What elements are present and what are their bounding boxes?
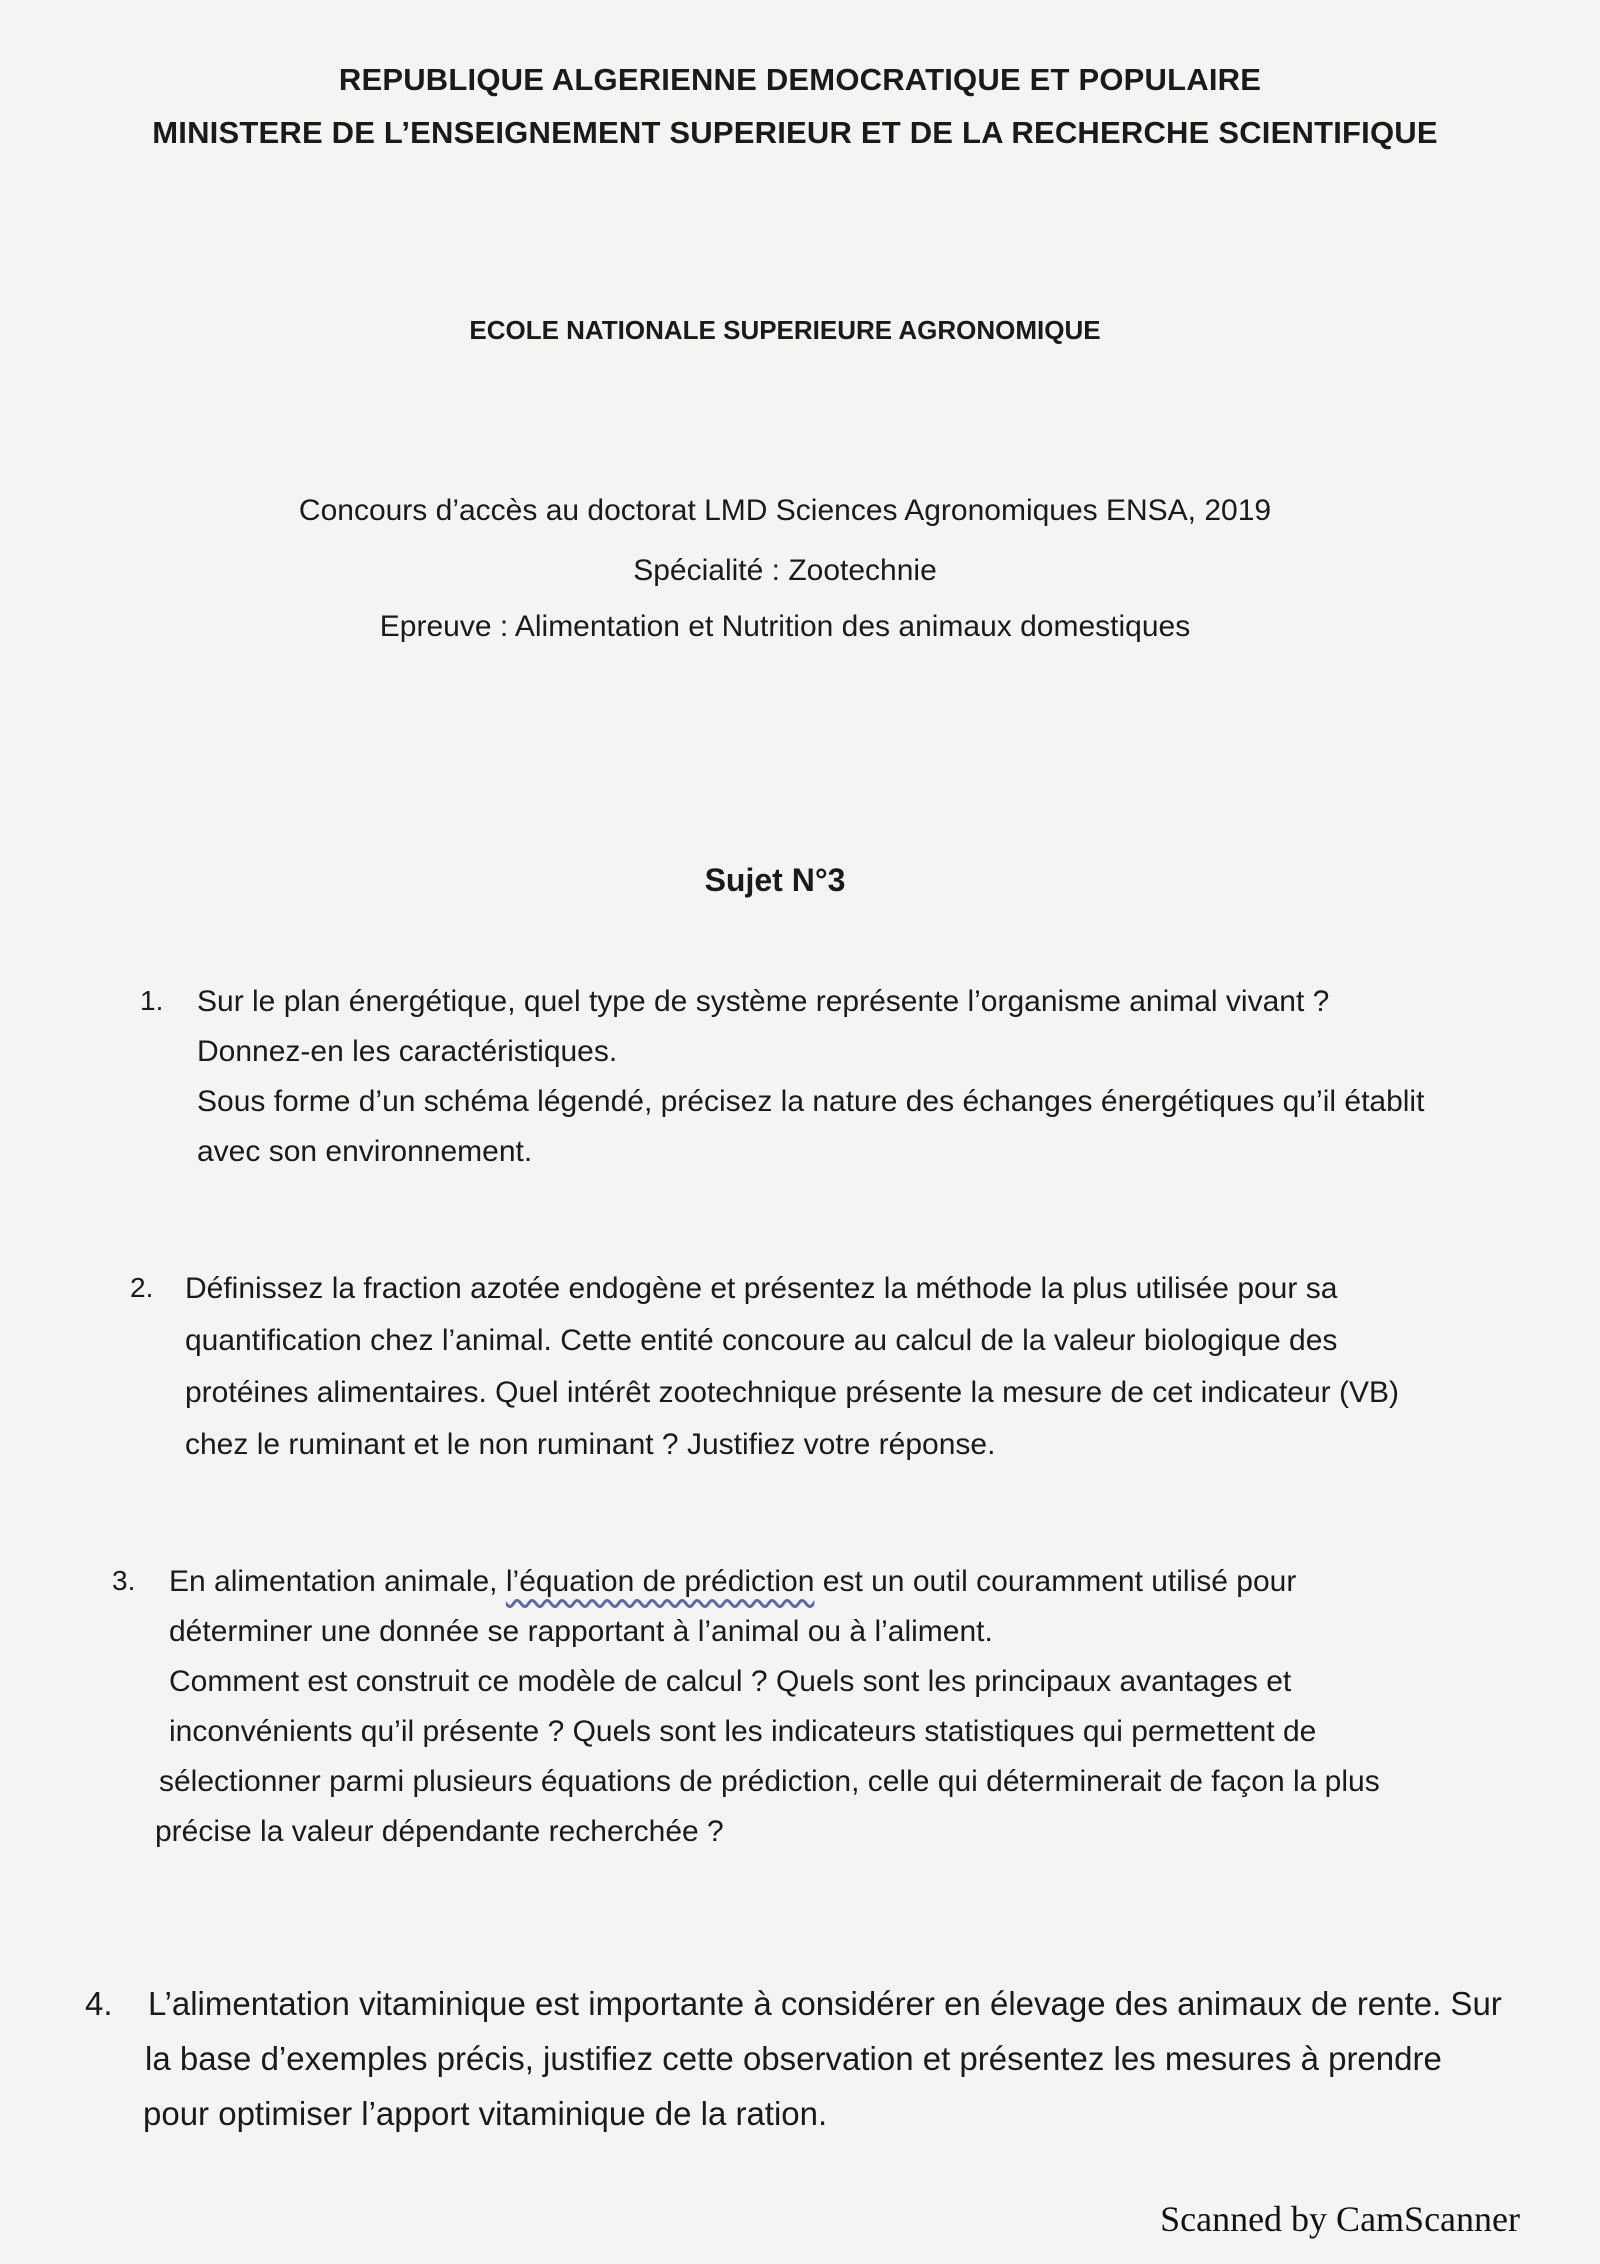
question-line: Comment est construit ce modèle de calcul ? Quels sont les principaux avantages et	[169, 1665, 1292, 1698]
question-line: quantification chez l’animal. Cette entité concoure au calcul de la valeur biologique des	[185, 1324, 1338, 1357]
question-line: Donnez-en les caractéristiques.	[197, 1035, 618, 1068]
question-line: sélectionner parmi plusieurs équations de prédiction, celle qui déterminerait de façon la plus	[159, 1765, 1380, 1798]
header-republic: REPUBLIQUE ALGERIENNE DEMOCRATIQUE ET POPULAIRE	[338, 62, 1262, 97]
scanned-watermark: Scanned by CamScanner	[1160, 2199, 1520, 2239]
exam-test: Epreuve : Alimentation et Nutrition des animaux domestiques	[379, 610, 1191, 643]
question-line: pour optimiser l’apport vitaminique de la ration.	[143, 2095, 828, 2132]
header-ministry: MINISTERE DE L’ENSEIGNEMENT SUPERIEUR ET DE LA RECHERCHE SCIENTIFIQUE	[152, 115, 1438, 150]
question-line: Définissez la fraction azotée endogène et présentez la méthode la plus utilisée pour sa	[185, 1272, 1338, 1305]
school-name: ECOLE NATIONALE SUPERIEURE AGRONOMIQUE	[469, 315, 1101, 345]
question-line: déterminer une donnée se rapportant à l’animal ou à l’aliment.	[169, 1615, 993, 1648]
underlined-term: l’équation de prédiction	[505, 1565, 815, 1598]
question-number: 2.	[130, 1272, 154, 1303]
question-number: 1.	[140, 985, 164, 1016]
question-line: Sur le plan énergétique, quel type de système représente l’organisme animal vivant ?	[197, 985, 1330, 1018]
exam-speciality: Spécialité : Zootechnie	[633, 554, 937, 587]
question-number: 3.	[112, 1565, 136, 1596]
exam-competition: Concours d’accès au doctorat LMD Sciences Agronomiques ENSA, 2019	[298, 494, 1272, 527]
question-line: L’alimentation vitaminique est importante à considérer en élevage des animaux de rente. Sur	[148, 1985, 1502, 2022]
question-line: avec son environnement.	[197, 1135, 533, 1168]
question-line: inconvénients qu’il présente ? Quels sont les indicateurs statistiques qui permettent de	[169, 1715, 1317, 1748]
question-line: la base d’exemples précis, justifiez cette observation et présentez les mesures à prendre	[145, 2040, 1442, 2077]
question-line: Sous forme d’un schéma légendé, précisez la nature des échanges énergétiques qu’il établit	[197, 1085, 1425, 1118]
question-line: En alimentation animale, l’équation de prédiction est un outil couramment utilisé pour	[169, 1565, 1297, 1598]
question-number: 4.	[85, 1985, 113, 2022]
question-line: chez le ruminant et le non ruminant ? Justifiez votre réponse.	[185, 1428, 996, 1461]
question-line: protéines alimentaires. Quel intérêt zootechnique présente la mesure de cet indicateur (VB)	[185, 1376, 1399, 1409]
subject-title: Sujet N°3	[704, 862, 846, 898]
question-line: précise la valeur dépendante recherchée ?	[155, 1815, 724, 1848]
